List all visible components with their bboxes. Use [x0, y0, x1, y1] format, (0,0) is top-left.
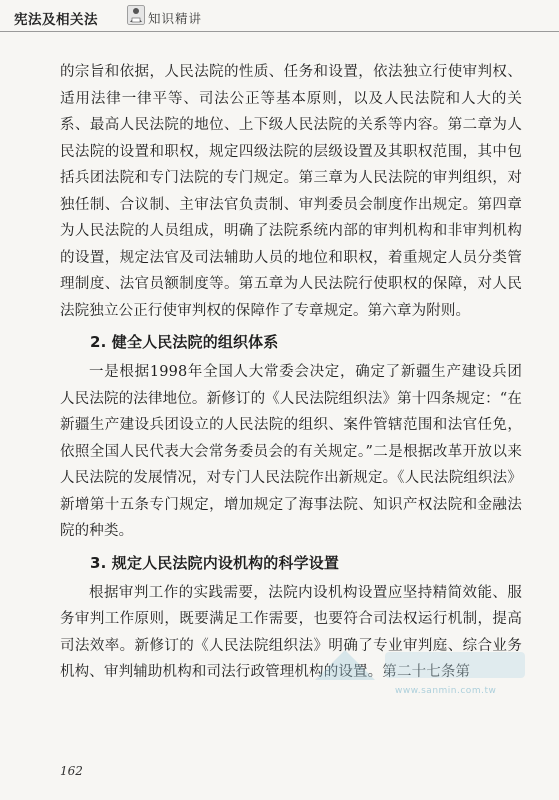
section-label: 知识精讲 [148, 11, 203, 26]
section-heading: 2. 健全人民法院的组织体系 [90, 333, 279, 351]
page-number: 162 [60, 764, 83, 778]
book-title: 宪法及相关法 [14, 12, 98, 28]
header-divider [0, 31, 559, 32]
body-paragraph: 根据审判工作的实践需要，法院内设机构设置应坚持精简效能、服务审判工作原则，既要满足工作需要，也要符合司法权运行机制，提高司法效率。新修订的《人民法院组织法》明确了专业审判庭、综合业务机构、审判辅助机构和司法行政管理机构的设置。第二十七条第 [60, 584, 522, 680]
intro-paragraph: 的宗旨和依据，人民法院的性质、任务和设置，依法独立行使审判权、适用法律一律平等、司法公正等基本原则，以及人民法院和人大的关系、最高人民法院的地位、上下级人民法院的关系等内容。第二章为人民法院的设置和职权，规定四级法院的层级设置及其职权范围，其中包括兵团法院和专门法院的专门规定。第三章为人民法院的审判组织，对独任制、合议制、主审法官负责制、审判委员会制度作出规定。第四章为人民法院的人员组成，明确了法院系统内部的审判机构和非审判机构的设置，规定法官及司法辅助人员的地位和职权，着重规定人员分类管理制度、法官员额制度等。第五章为人民法院行使职权的保障，对人民法院独立公正行使审判权的保障作了专章规定。第六章为附则。 [60, 64, 522, 319]
body-paragraph: 一是根据1998年全国人大常委会决定，确定了新疆生产建设兵团人民法院的法律地位。新修订的《人民法院组织法》第十四条规定：“在新疆生产建设兵团设立的人民法院的组织、案件管辖范围和法官任免，依照全国人民代表大会常务委员会的有关规定。”二是根据改革开放以来人民法院的发展情况，对专门人民法院作出新规定。《人民法院组织法》新增第十五条专门规定，增加规定了海事法院、知识产权法院和金融法院的种类。 [60, 364, 522, 539]
section-heading: 3. 规定人民法院内设机构的科学设置 [90, 553, 340, 572]
reader-figure-icon [127, 5, 145, 25]
running-header [0, 0, 559, 34]
page-body [60, 59, 522, 686]
watermark-url: www.sanmin.com.tw [395, 686, 497, 696]
